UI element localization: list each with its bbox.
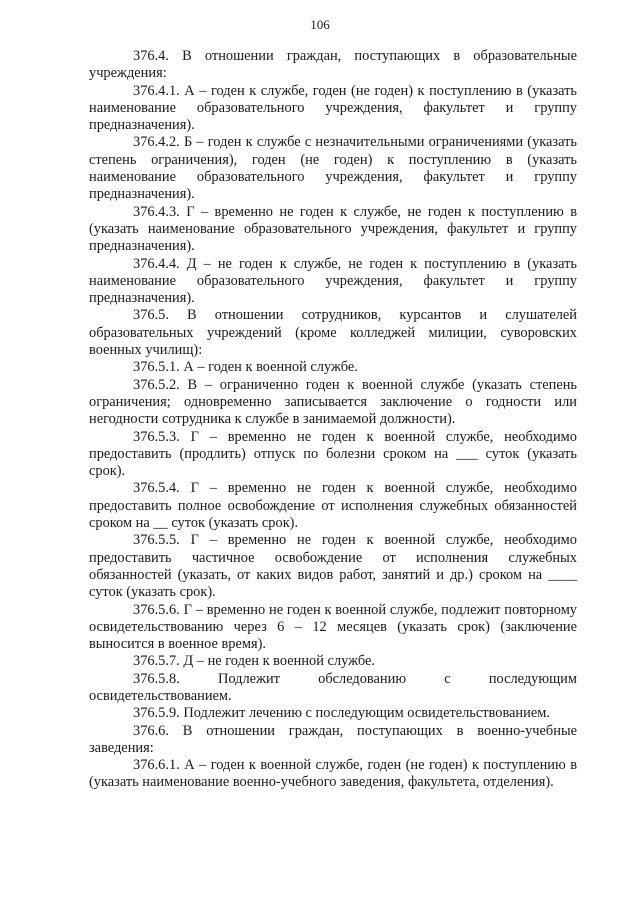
paragraph-376-5-2: 376.5.2. В – ограниченно годен к военной службе (указать степень ограничения; одновременно записывается заключение о годности или негодности сотрудника к службе в занимаемой должности). <box>89 376 577 428</box>
paragraph-376-5-3: 376.5.3. Г – временно не годен к военной службе, необходимо предоставить (продлить) отпуск по болезни сроком на ___ суток (указать срок). <box>89 428 577 480</box>
paragraph-376-6: 376.6. В отношении граждан, поступающих в военно-учебные заведения: <box>89 722 577 756</box>
paragraph-376-5-7: 376.5.7. Д – не годен к военной службе. <box>133 653 375 670</box>
paragraph-376-5-1: 376.5.1. А – годен к военной службе. <box>133 359 358 376</box>
paragraph-376-4-3: 376.4.3. Г – временно не годен к службе, не годен к поступлению в (указать наименование образовательного учреждения, факультет и группу предназначения). <box>89 203 577 255</box>
paragraph-376-4-2: 376.4.2. Б – годен к службе с незначительными ограничениями (указать степень ограничения), годен (не годен) к поступлению в (указать наименование образовательного учреждения, факультет и группу предназначения). <box>89 134 577 203</box>
paragraph-376-4-1: 376.4.1. А – годен к службе, годен (не годен) к поступлению в (указать наименование образовательного учреждения, факультет и группу предназначения). <box>89 82 577 134</box>
page-number: 106 <box>310 17 330 32</box>
paragraph-376-4: 376.4. В отношении граждан, поступающих в образовательные учреждения: <box>89 48 577 82</box>
paragraph-376-5-8: 376.5.8. Подлежит обследованию с последующим освидетельствованием. <box>89 670 577 704</box>
paragraph-376-4-4: 376.4.4. Д – не годен к службе, не годен к поступлению в (указать наименование образовательного учреждения, факультет и группу предназначения). <box>89 255 577 307</box>
paragraph-376-5-9: 376.5.9. Подлежит лечению с последующим освидетельствованием. <box>133 705 550 722</box>
document-body <box>89 48 577 792</box>
paragraph-376-5-6: 376.5.6. Г – временно не годен к военной службе, подлежит повторному освидетельствованию через 6 – 12 месяцев (указать срок) (заключение выносится в военное время). <box>89 601 577 653</box>
paragraph-376-5-4: 376.5.4. Г – временно не годен к военной службе, необходимо предоставить полное освобождение от исполнения служебных обязанностей сроком на __ суток (указать срок). <box>89 480 577 532</box>
paragraph-376-5: 376.5. В отношении сотрудников, курсантов и слушателей образовательных учреждений (кроме колледжей милиции, суворовских военных училищ): <box>89 307 577 359</box>
paragraph-376-6-1: 376.6.1. А – годен к военной службе, годен (не годен) к поступлению в (указать наименование военно-учебного заведения, факультета, отделения). <box>89 757 577 791</box>
paragraph-376-5-5: 376.5.5. Г – временно не годен к военной службе, необходимо предоставить частичное освобождение от исполнения служебных обязанностей (указать, от каких видов работ, занятий и др.) сроком на ____ суток (указать срок). <box>89 532 577 601</box>
